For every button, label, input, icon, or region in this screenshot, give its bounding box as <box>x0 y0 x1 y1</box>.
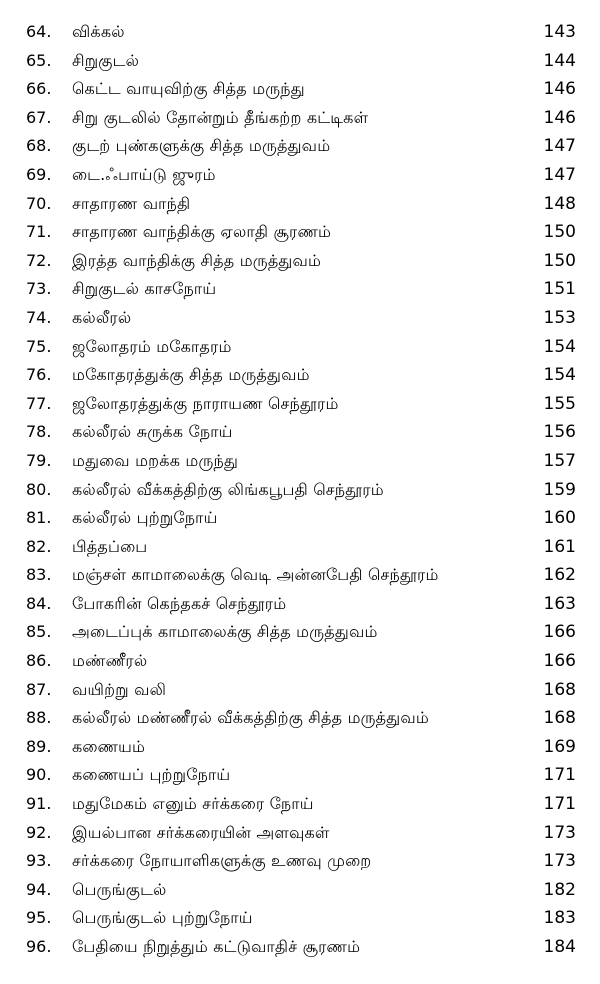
entry-title: குடற் புண்களுக்கு சித்த மருத்துவம் <box>72 136 331 156</box>
entry-title: சாதாரண வாந்திக்கு ஏலாதி சூரணம் <box>72 222 332 242</box>
entry-page-number: 162 <box>543 565 576 586</box>
entry-number: 65. <box>26 50 52 70</box>
toc-entry <box>26 333 576 362</box>
entry-number: 76. <box>26 365 52 385</box>
entry-number: 70. <box>26 193 52 213</box>
entry-title: மண்ணீரல் <box>72 651 148 671</box>
entry-title: கல்லீரல் <box>72 307 132 327</box>
entry-title: கல்லீரல் வீக்கத்திற்கு லிங்கபூபதி செந்தூரம் <box>72 479 384 499</box>
toc-entry <box>26 447 576 476</box>
entry-page-number: 147 <box>543 164 576 185</box>
entry-number: 87. <box>26 679 52 699</box>
toc-entry <box>26 18 576 47</box>
toc-entry <box>26 361 576 390</box>
entry-page-number: 169 <box>543 736 576 757</box>
entry-title: சிறு குடலில் தோன்றும் தீங்கற்ற கட்டிகள் <box>72 107 369 127</box>
toc-entry <box>26 247 576 276</box>
entry-page-number: 173 <box>543 822 576 843</box>
toc-entry <box>26 47 576 76</box>
toc-entry <box>26 104 576 133</box>
entry-page-number: 160 <box>543 508 576 529</box>
toc-entry <box>26 761 576 790</box>
entry-number: 83. <box>26 565 52 585</box>
toc-entry <box>26 876 576 905</box>
entry-page-number: 183 <box>543 908 576 929</box>
entry-title: கல்லீரல் சுருக்க நோய் <box>72 422 233 442</box>
entry-page-number: 161 <box>543 536 576 557</box>
toc-entry <box>26 304 576 333</box>
toc-entry <box>26 590 576 619</box>
toc-entry <box>26 819 576 848</box>
entry-title: சிறுகுடல் <box>72 50 140 70</box>
entry-number: 95. <box>26 908 52 928</box>
entry-number: 96. <box>26 937 52 956</box>
entry-title: கல்லீரல் புற்றுநோய் <box>72 508 218 528</box>
entry-page-number: 153 <box>543 307 576 328</box>
toc-entry <box>26 418 576 447</box>
toc-entry <box>26 561 576 590</box>
entry-title: விக்கல் <box>72 22 125 41</box>
entry-number: 86. <box>26 651 52 671</box>
entry-number: 67. <box>26 107 52 127</box>
table-of-contents <box>26 18 576 962</box>
entry-title: மகோதரத்துக்கு சித்த மருத்துவம் <box>72 365 310 385</box>
toc-entry <box>26 933 576 962</box>
entry-page-number: 163 <box>543 593 576 614</box>
entry-number: 89. <box>26 736 52 756</box>
entry-title: டை.ஃபாய்டு ஜுரம் <box>72 164 216 184</box>
entry-page-number: 150 <box>543 250 576 271</box>
entry-number: 91. <box>26 794 52 814</box>
entry-title: ஜலோதரம் மகோதரம் <box>72 336 232 356</box>
toc-entry <box>26 161 576 190</box>
entry-title: சர்க்கரை நோயாளிகளுக்கு உணவு முறை <box>72 851 372 871</box>
toc-entry <box>26 190 576 219</box>
entry-title: பித்தப்பை <box>72 536 148 556</box>
entry-title: கணையம் <box>72 736 146 756</box>
entry-page-number: 168 <box>543 679 576 700</box>
entry-number: 88. <box>26 708 52 728</box>
entry-page-number: 173 <box>543 851 576 872</box>
entry-title: மதுவை மறக்க மருந்து <box>72 450 239 470</box>
entry-page-number: 166 <box>543 651 576 672</box>
toc-entry <box>26 390 576 419</box>
entry-title: போகரின் கெந்தகச் செந்தூரம் <box>72 593 287 613</box>
entry-page-number: 151 <box>543 279 576 300</box>
entry-title: மதுமேகம் எனும் சர்க்கரை நோய் <box>72 794 314 814</box>
toc-entry <box>26 476 576 505</box>
entry-number: 74. <box>26 307 52 327</box>
entry-number: 71. <box>26 222 52 242</box>
entry-title: கணையப் புற்றுநோய் <box>72 765 231 785</box>
entry-title: சாதாரண வாந்தி <box>72 193 191 213</box>
entry-title: கல்லீரல் மண்ணீரல் வீக்கத்திற்கு சித்த மருத்துவம் <box>72 708 429 728</box>
entry-title: ஜலோதரத்துக்கு நாராயண செந்தூரம் <box>72 393 339 413</box>
entry-page-number: 150 <box>543 222 576 243</box>
entry-page-number: 147 <box>543 136 576 157</box>
entry-number: 81. <box>26 508 52 528</box>
entry-title: பெருங்குடல் புற்றுநோய் <box>72 908 253 928</box>
entry-number: 93. <box>26 851 52 871</box>
entry-page-number: 157 <box>543 450 576 471</box>
entry-title: அடைப்புக் காமாலைக்கு சித்த மருத்துவம் <box>72 622 378 642</box>
entry-number: 92. <box>26 822 52 842</box>
entry-page-number: 166 <box>543 622 576 643</box>
toc-entry <box>26 75 576 104</box>
entry-page-number: 171 <box>543 765 576 786</box>
entry-number: 85. <box>26 622 52 642</box>
toc-entry <box>26 275 576 304</box>
entry-number: 79. <box>26 450 52 470</box>
entry-page-number: 146 <box>543 107 576 128</box>
entry-page-number: 156 <box>543 422 576 443</box>
entry-number: 66. <box>26 79 52 99</box>
entry-page-number: 143 <box>543 22 576 42</box>
entry-page-number: 159 <box>543 479 576 500</box>
toc-entry <box>26 904 576 933</box>
toc-entry <box>26 847 576 876</box>
entry-page-number: 168 <box>543 708 576 729</box>
entry-page-number: 148 <box>543 193 576 214</box>
entry-title: பேதியை நிறுத்தும் கட்டுவாதிச் சூரணம் <box>72 937 361 956</box>
entry-number: 84. <box>26 593 52 613</box>
entry-number: 73. <box>26 279 52 299</box>
toc-entry <box>26 647 576 676</box>
toc-entry <box>26 504 576 533</box>
entry-title: இயல்பான சர்க்கரையின் அளவுகள் <box>72 822 330 842</box>
entry-title: கெட்ட வாயுவிற்கு சித்த மருந்து <box>72 79 305 99</box>
entry-page-number: 182 <box>543 879 576 900</box>
toc-entry <box>26 790 576 819</box>
entry-page-number: 184 <box>543 937 576 957</box>
toc-entry <box>26 618 576 647</box>
entry-page-number: 155 <box>543 393 576 414</box>
entry-number: 90. <box>26 765 52 785</box>
entry-number: 68. <box>26 136 52 156</box>
entry-number: 94. <box>26 879 52 899</box>
entry-number: 64. <box>26 22 52 41</box>
entry-page-number: 171 <box>543 794 576 815</box>
entry-page-number: 154 <box>543 336 576 357</box>
entry-number: 77. <box>26 393 52 413</box>
entry-title: வயிற்று வலி <box>72 679 167 699</box>
entry-page-number: 146 <box>543 79 576 100</box>
entry-title: மஞ்சள் காமாலைக்கு வெடி அன்னபேதி செந்தூரம் <box>72 565 439 585</box>
entry-title: சிறுகுடல் காசநோய் <box>72 279 217 299</box>
entry-page-number: 154 <box>543 365 576 386</box>
entry-number: 75. <box>26 336 52 356</box>
entry-number: 72. <box>26 250 52 270</box>
toc-entry <box>26 533 576 562</box>
toc-entry <box>26 218 576 247</box>
entry-title: இரத்த வாந்திக்கு சித்த மருத்துவம் <box>72 250 322 270</box>
entry-number: 78. <box>26 422 52 442</box>
toc-entry <box>26 704 576 733</box>
toc-entry <box>26 733 576 762</box>
toc-entry <box>26 676 576 705</box>
entry-number: 69. <box>26 164 52 184</box>
entry-number: 82. <box>26 536 52 556</box>
entry-number: 80. <box>26 479 52 499</box>
toc-entry <box>26 132 576 161</box>
entry-title: பெருங்குடல் <box>72 879 167 899</box>
entry-page-number: 144 <box>543 50 576 71</box>
